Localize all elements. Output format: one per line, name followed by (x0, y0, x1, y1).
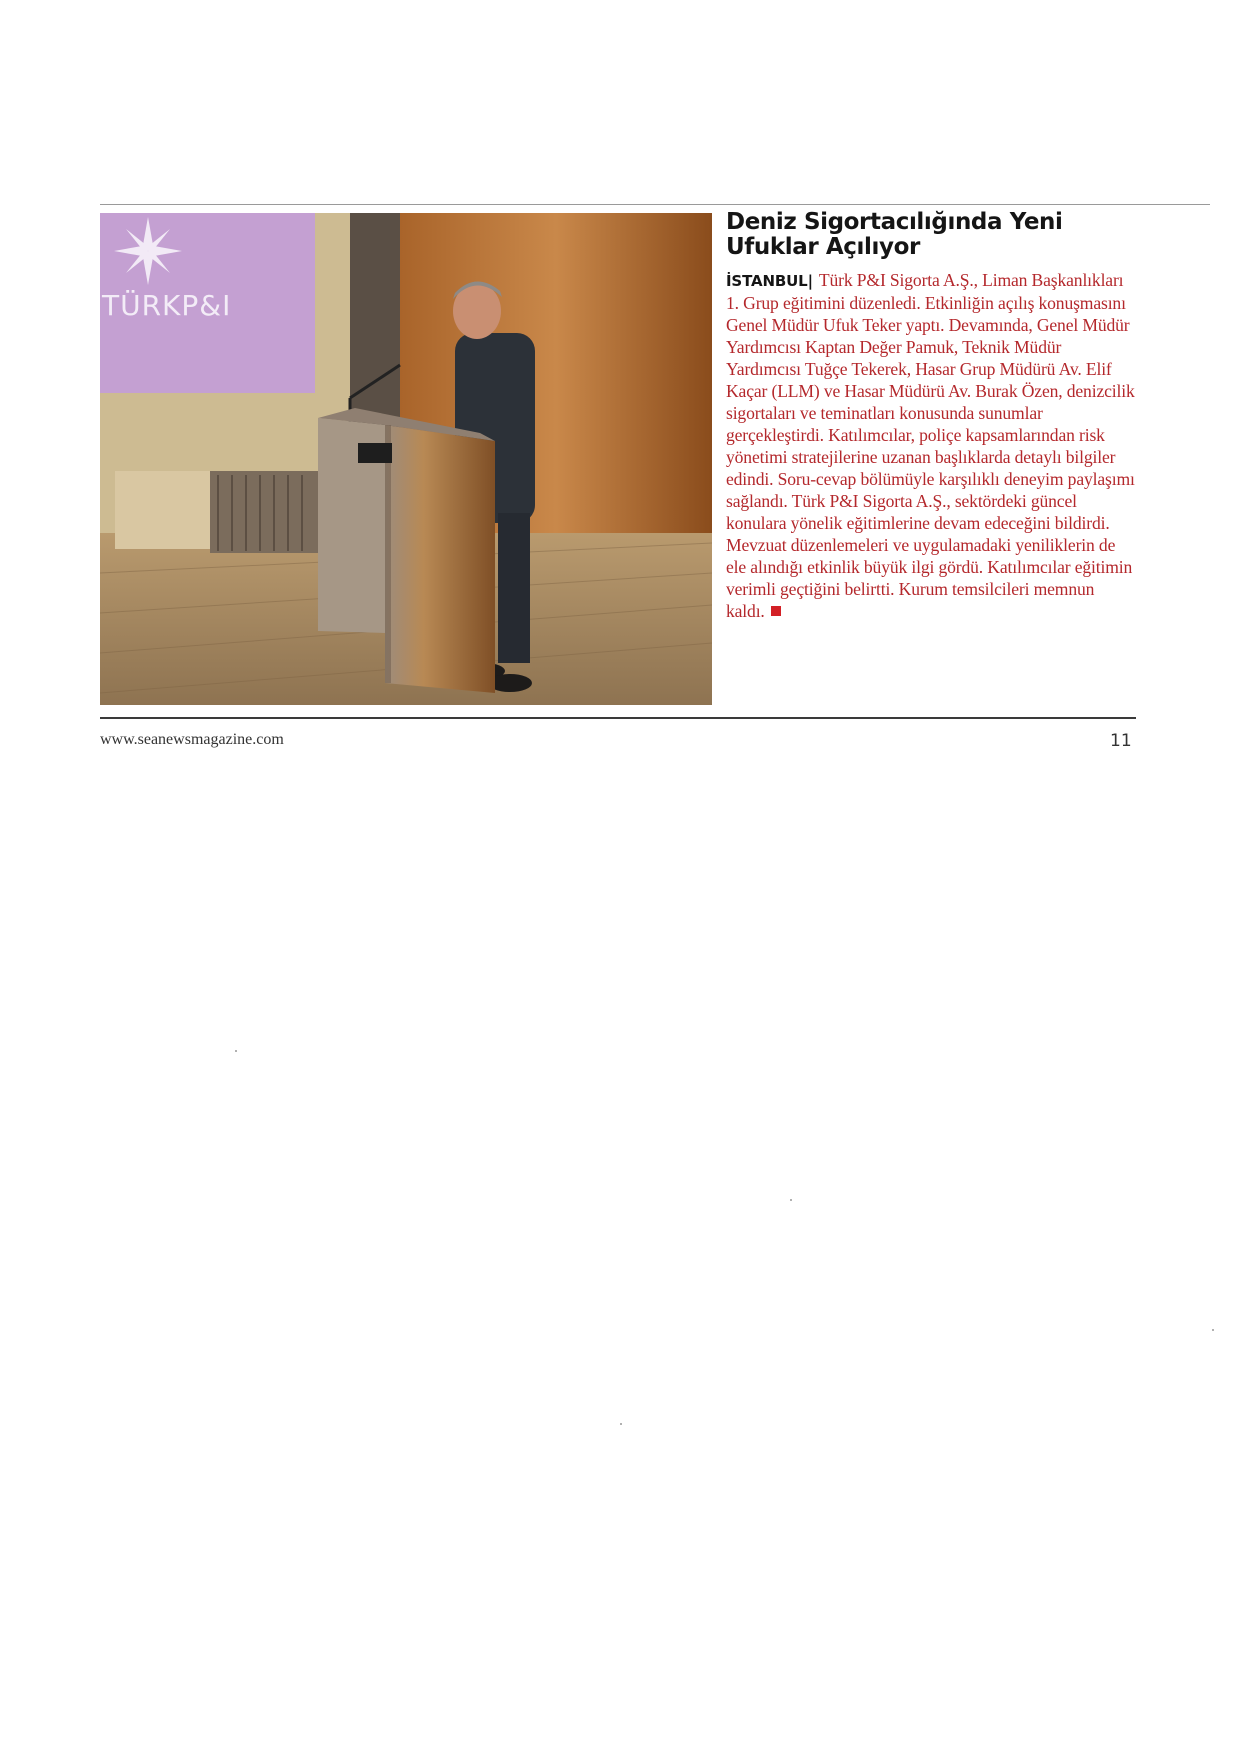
scan-speck (1212, 1329, 1214, 1331)
news-article (726, 210, 1136, 622)
scan-speck (620, 1423, 622, 1425)
scan-speck (790, 1199, 792, 1201)
top-rule (100, 204, 1210, 205)
screen-logo-text: TÜRKP&I (102, 289, 232, 322)
article-body (726, 269, 1136, 622)
page-number: 11 (1110, 731, 1132, 751)
speaker-at-podium-image (100, 213, 712, 705)
footer-rule (100, 717, 1136, 719)
footer-website: www.seanewsmagazine.com (100, 731, 284, 748)
article-headline: Deniz Sigortacılığında Yeni Ufuklar Açılıyor (726, 209, 1063, 260)
end-of-article-square-icon (771, 606, 781, 616)
scan-speck (235, 1050, 237, 1052)
article-body-text: Türk P&I Sigorta A.Ş., Liman Başkanlıkları 1. Grup eğitimini düzenledi. Etkinliğin açılış konuşmasını Genel Müdür Ufuk Teker yaptı. Devamında, Genel Müdür Yardımcısı Kaptan Değer Pamuk, Teknik Müdür Yardımcısı Tuğçe Tekerek, Hasar Grup Müdürü Av. Elif Kaçar (LLM) ve Hasar Müdürü Av. Burak Özen, denizcilik sigortaları ve teminatları konusunda sunumlar gerçekleştirdi. Katılımcılar, poliçe kapsamlarından risk yönetimi stratejilerine uzanan başlıklarda detaylı bilgiler edindi. Soru-cevap bölümüyle karşılıklı deneyim paylaşımı sağlandı. Türk P&I Sigorta A.Ş., sektördeki güncel konulara yönelik eğitimlerine devam edeceğini bildirdi. Mevzuat düzenlemeleri ve uygulamadaki yeniliklerin de ele alındığı etkinlik büyük ilgi gördü. Katılımcılar eğitimin verimli geçtiğini belirtti. Kurum temsilcileri memnun kaldı. (726, 270, 1135, 621)
article-photo (100, 213, 712, 705)
article-dateline: İSTANBUL| (726, 272, 813, 290)
